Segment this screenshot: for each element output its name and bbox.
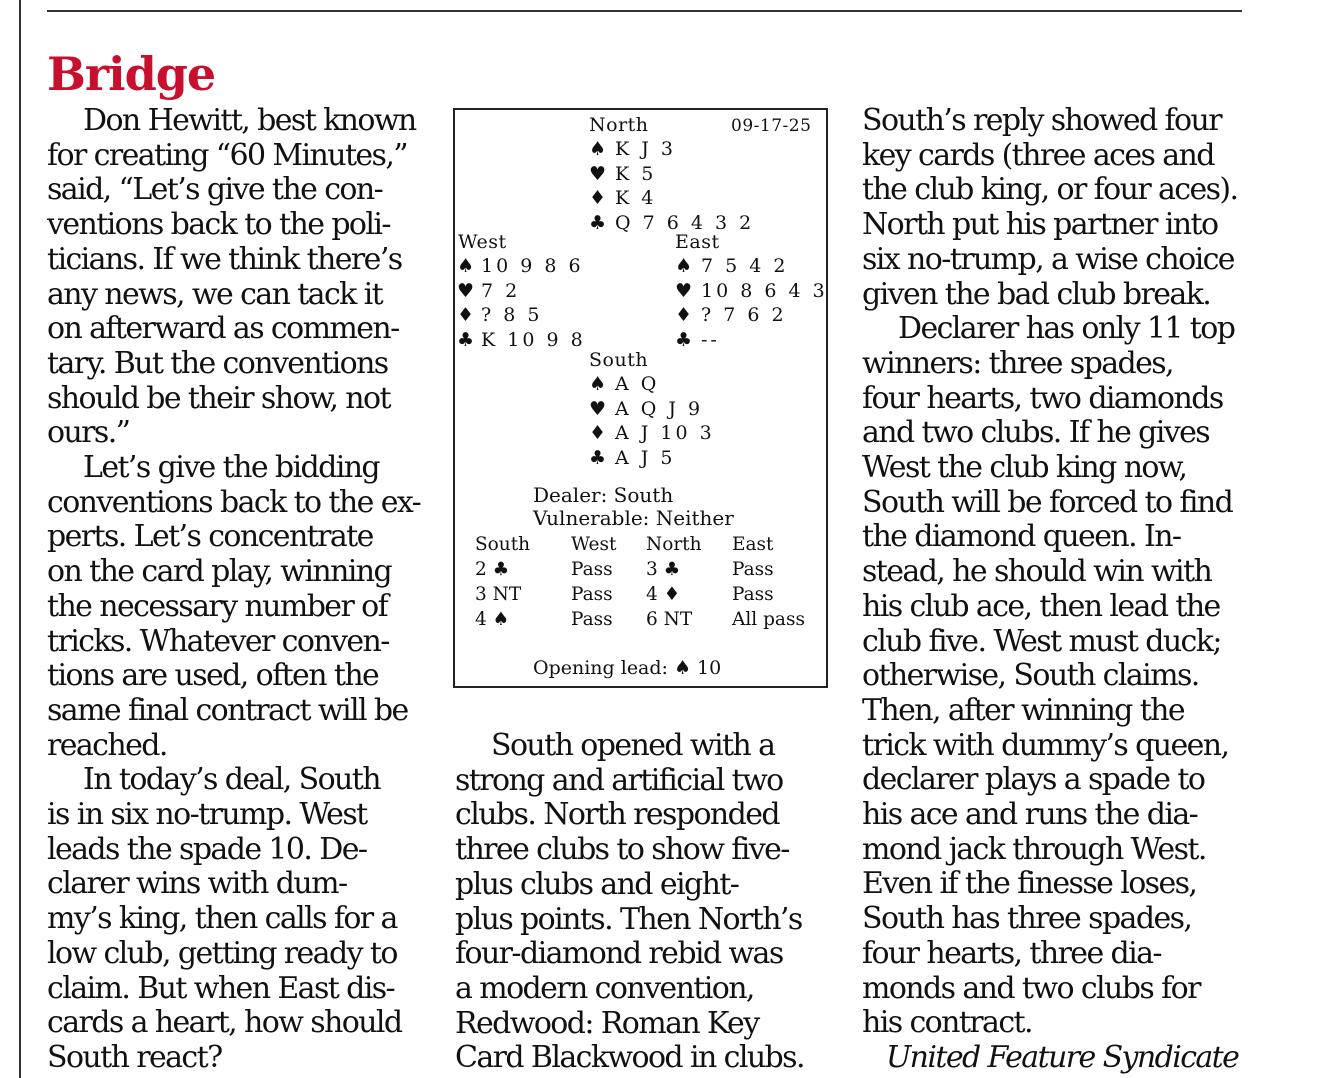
east-hand (675, 254, 828, 352)
article-column-left (47, 104, 420, 1076)
auction-table (475, 534, 812, 634)
article-text-line: Don Hewitt, best known (83, 103, 416, 138)
spade-icon: ♠ (589, 373, 607, 395)
article-text-line: clubs. North responded (455, 797, 779, 833)
west-diamonds: ? 8 5 (481, 304, 543, 326)
article-text-line: South’s reply showed four (862, 103, 1221, 138)
south-label: South (589, 349, 649, 371)
article-text-line: Then, after winning the (862, 692, 1185, 728)
article-text-line: three clubs to show five- (455, 832, 789, 868)
article-text-line: reached. (47, 727, 167, 763)
article-text-line: Redwood: Roman Key (455, 1005, 759, 1041)
vulnerability-info: Vulnerable: Neither (533, 506, 734, 530)
bridge-deal-diagram (453, 108, 828, 688)
left-border-rule (19, 0, 21, 1078)
auction-bid: 6 NT (646, 609, 693, 630)
west-spades: 10 9 8 6 (481, 255, 584, 277)
east-label: East (675, 231, 720, 253)
article-text-line: clarer wins with dum- (47, 866, 347, 902)
article-text-line: monds and two clubs for (862, 970, 1200, 1006)
article-text-line: the club king, or four aces). (862, 172, 1238, 208)
column-title: Bridge (47, 47, 216, 101)
west-clubs: K 10 9 8 (481, 328, 586, 351)
south-hearts: A Q J 9 (615, 397, 704, 420)
article-text-line: South will be forced to find (862, 484, 1233, 520)
article-text-line: Even if the finesse loses, (862, 866, 1197, 902)
north-hand (589, 137, 754, 235)
north-label: North (589, 114, 649, 136)
auction-row (475, 609, 812, 634)
article-text-line: otherwise, South claims. (862, 658, 1199, 694)
auction-bid: Pass (571, 559, 613, 580)
dealer-info: Dealer: South (533, 483, 674, 507)
diamond-icon: ♦ (675, 304, 693, 326)
club-icon: ♣ (589, 211, 607, 234)
auction-bid: 2 ♣ (475, 559, 510, 580)
top-border-rule (47, 10, 1242, 12)
article-text-line: his ace and runs the dia- (862, 797, 1198, 833)
article-text-line: tions are used, often the (47, 658, 379, 694)
article-text-line: on the card play, winning (47, 554, 392, 590)
west-hearts: 7 2 (481, 279, 521, 302)
article-text-line: leads the spade 10. De- (47, 831, 367, 867)
east-spades: 7 5 4 2 (701, 255, 789, 277)
article-text-line: Card Blackwood in clubs. (455, 1040, 804, 1076)
auction-row (475, 584, 812, 609)
heart-icon: ♥ (675, 279, 693, 302)
diamond-icon: ♦ (589, 422, 607, 444)
article-text-line: North put his partner into (862, 207, 1218, 243)
article-text-line: four hearts, three dia- (862, 935, 1161, 971)
south-hand (589, 372, 715, 470)
auction-header: North (646, 534, 702, 555)
article-text-line: for creating “60 Minutes,” (47, 137, 408, 173)
article-text-line: and two clubs. If he gives (862, 415, 1210, 451)
west-hand (457, 254, 586, 352)
north-hearts: K 5 (615, 162, 657, 185)
auction-row (475, 559, 812, 584)
article-text-line: mond jack through West. (862, 831, 1206, 867)
article-text-line: tary. But the conventions (47, 345, 388, 381)
auction-bid: Pass (732, 584, 774, 605)
club-icon: ♣ (457, 328, 475, 351)
north-diamonds: K 4 (615, 187, 657, 209)
auction-bid: 3 ♣ (646, 559, 681, 580)
article-text-line: winners: three spades, (862, 345, 1173, 381)
article-text-line: strong and artificial two (455, 762, 783, 798)
article-text-line: tricks. Whatever conven- (47, 623, 389, 659)
auction-bid: Pass (571, 584, 613, 605)
west-label: West (458, 231, 507, 253)
auction-header: South (475, 534, 531, 555)
article-text-line: plus clubs and eight- (455, 866, 739, 902)
article-text-line: four hearts, two diamonds (862, 380, 1223, 416)
article-text-line: Let’s give the bidding (83, 450, 380, 486)
auction-bid: 3 NT (475, 584, 522, 605)
east-diamonds: ? 7 6 2 (701, 304, 787, 326)
article-text-line: the necessary number of (47, 588, 388, 624)
article-text-line: declarer plays a spade to (862, 762, 1205, 798)
article-text-line: South react? (47, 1039, 222, 1075)
south-clubs: A J 5 (615, 446, 676, 469)
south-spades: A Q (615, 373, 660, 395)
article-text-line: same final contract will be (47, 692, 408, 728)
article-text-line: In today’s deal, South (83, 762, 380, 798)
heart-icon: ♥ (457, 279, 475, 302)
article-column-middle (455, 729, 804, 1076)
article-text-line: on afterward as commen- (47, 311, 399, 347)
article-text-line: any news, we can tack it (47, 276, 383, 312)
south-diamonds: A J 10 3 (615, 422, 715, 444)
auction-bid: All pass (732, 609, 805, 630)
article-text-line: said, “Let’s give the con- (47, 172, 383, 208)
deal-date: 09-17-25 (731, 116, 812, 136)
club-icon: ♣ (589, 446, 607, 469)
article-text-line: stead, he should win with (862, 554, 1212, 590)
article-text-line: perts. Let’s concentrate (47, 519, 373, 555)
diamond-icon: ♦ (457, 304, 475, 326)
article-text-line: plus points. Then North’s (455, 901, 802, 937)
article-text-line: the diamond queen. In- (862, 519, 1181, 555)
heart-icon: ♥ (589, 162, 607, 185)
article-text-line: claim. But when East dis- (47, 970, 395, 1006)
auction-bid: 4 ♦ (646, 584, 681, 605)
article-text-line: is in six no-trump. West (47, 797, 367, 833)
north-spades: K J 3 (615, 138, 676, 160)
article-text-line: club five. West must duck; (862, 623, 1221, 659)
article-text-line: key cards (three aces and (862, 137, 1214, 173)
article-text-line: ours.” (47, 415, 130, 451)
spade-icon: ♠ (675, 255, 693, 277)
article-text-line: should be their show, not (47, 380, 390, 416)
article-text-line: South has three spades, (862, 901, 1192, 937)
club-icon: ♣ (675, 328, 693, 351)
article-text-line: my’s king, then calls for a (47, 901, 397, 937)
diamond-icon: ♦ (589, 187, 607, 209)
article-text-line: his club ace, then lead the (862, 588, 1220, 624)
article-text-line: low club, getting ready to (47, 935, 397, 971)
opening-lead: Opening lead: ♠ 10 (533, 657, 722, 679)
auction-bid: Pass (571, 609, 613, 630)
syndicate-credit: United Feature Syndicate (886, 1039, 1239, 1075)
article-column-right (862, 104, 1238, 1076)
article-text-line: West the club king now, (862, 450, 1187, 486)
article-text-line: ticians. If we think there’s (47, 241, 402, 277)
article-text-line: a modern convention, (455, 970, 754, 1006)
article-text-line: Declarer has only 11 top (898, 311, 1235, 347)
article-text-line: six no-trump, a wise choice (862, 241, 1234, 277)
auction-bid: Pass (732, 559, 774, 580)
article-text-line: cards a heart, how should (47, 1005, 402, 1041)
article-text-line: South opened with a (491, 728, 775, 763)
east-hearts: 10 8 6 4 3 (701, 279, 828, 302)
article-text-line: four-diamond rebid was (455, 936, 783, 972)
heart-icon: ♥ (589, 397, 607, 420)
auction-bid: 4 ♠ (475, 609, 510, 630)
spade-icon: ♠ (457, 255, 475, 277)
article-text-line: his contract. (862, 1005, 1032, 1041)
article-text-line: ventions back to the poli- (47, 207, 390, 243)
spade-icon: ♠ (589, 138, 607, 160)
east-clubs: -- (701, 328, 720, 351)
article-text-line: given the bad club break. (862, 276, 1211, 312)
article-text-line: trick with dummy’s queen, (862, 727, 1229, 763)
auction-header: East (732, 534, 774, 555)
article-text-line: conventions back to the ex- (47, 484, 421, 520)
north-clubs: Q 7 6 4 3 2 (615, 211, 755, 234)
auction-header-row (475, 534, 812, 559)
auction-header: West (571, 534, 617, 555)
